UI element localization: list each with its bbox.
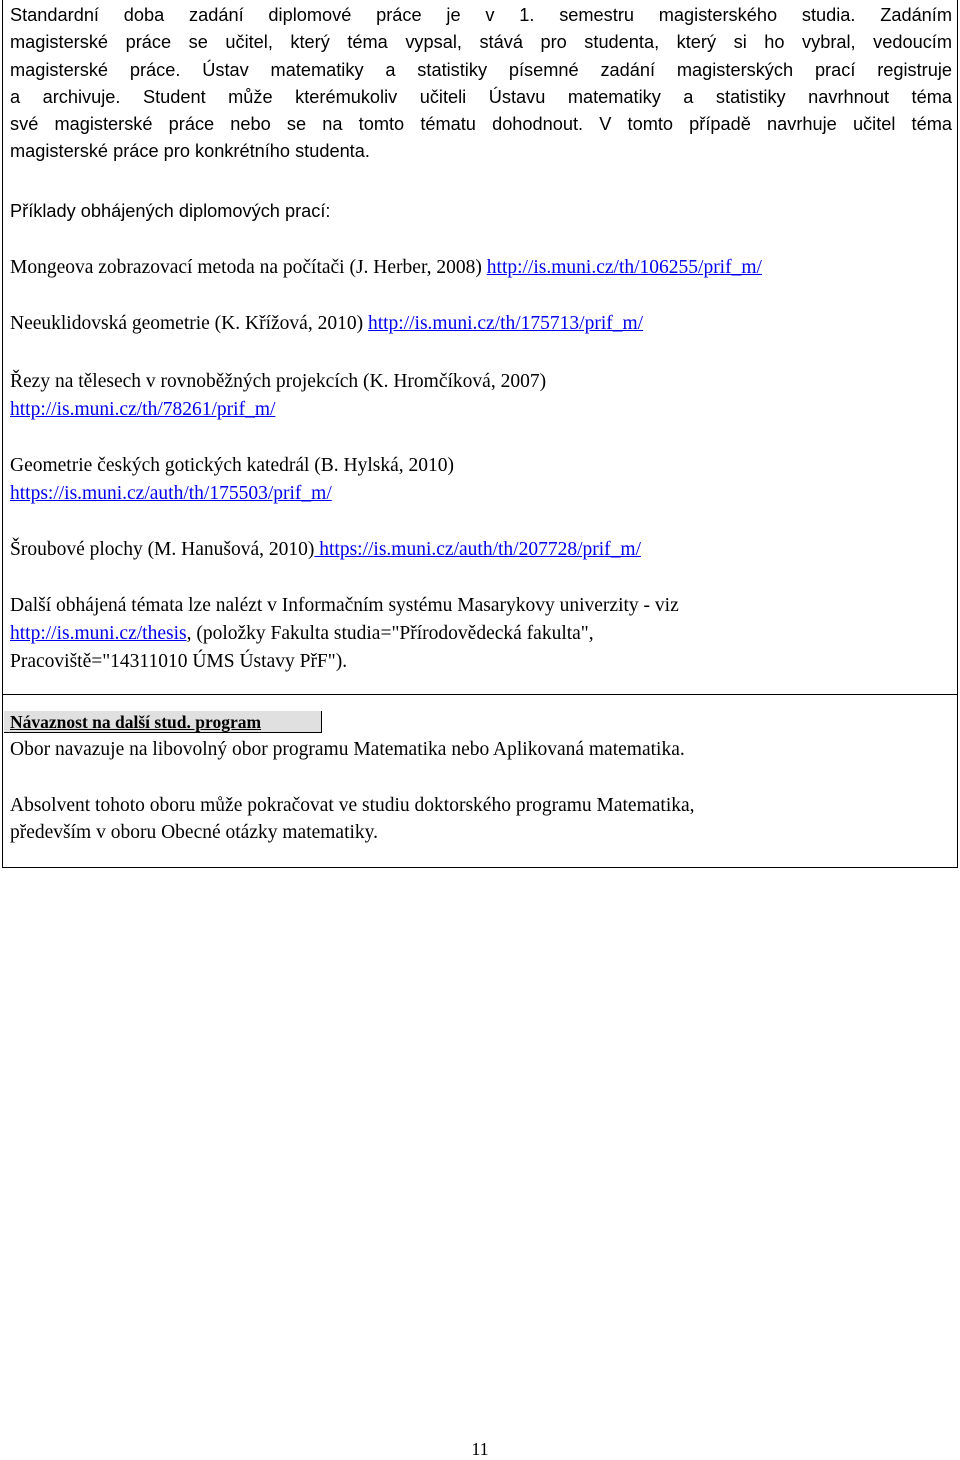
- example-link[interactable]: https://is.muni.cz/auth/th/207728/prif_m/: [314, 539, 641, 560]
- continuation-para-2-line-2: především v oboru Obecné otázky matematiky.: [10, 822, 379, 843]
- more-line-1: Další obhájená témata lze nalézt v Informačním systému Masarykovy univerzity - viz: [10, 595, 679, 616]
- page-number: 11: [471, 1439, 489, 1459]
- example-link[interactable]: https://is.muni.cz/auth/th/175503/prif_m/: [10, 483, 332, 504]
- example-title: Šroubové plochy (M. Hanušová, 2010): [10, 539, 315, 560]
- example-item: [10, 480, 952, 507]
- intro-line-3: magisterské práce. Ústav matematiky a statistiky písemné zadání magisterských prací registruje: [10, 60, 952, 80]
- intro-line-2: magisterské práce se učitel, který téma vypsal, stává pro studenta, který si ho vybral, vedoucím: [10, 32, 952, 52]
- example-item: [10, 254, 952, 281]
- more-line-2: [10, 620, 952, 647]
- example-title: Mongeova zobrazovací metoda na počítači (J. Herber, 2008): [10, 257, 487, 278]
- intro-line-5: své magisterské práce nebo se na tomto tématu dohodnout. V tomto případě navrhuje učitel téma: [10, 114, 952, 134]
- intro-line-1: Standardní doba zadání diplomové práce je v 1. semestru magisterského studia. Zadáním: [10, 5, 952, 25]
- example-link[interactable]: http://is.muni.cz/th/78261/prif_m/: [10, 399, 276, 420]
- example-item: [10, 310, 952, 337]
- example-item: [10, 396, 952, 423]
- thesis-link[interactable]: http://is.muni.cz/thesis: [10, 623, 187, 644]
- example-title: Geometrie českých gotických katedrál (B. Hylská, 2010): [10, 455, 455, 476]
- table-row-divider: [2, 694, 958, 695]
- continuation-para-2-line-1: Absolvent tohoto oboru může pokračovat ve studiu doktorského programu Matematika,: [10, 795, 695, 816]
- example-link[interactable]: http://is.muni.cz/th/175713/prif_m/: [367, 313, 644, 334]
- section-header-label: Návaznost na další stud. program: [10, 712, 262, 732]
- examples-heading: Příklady obhájených diplomových prací:: [10, 201, 331, 221]
- example-link[interactable]: http://is.muni.cz/th/106255/prif_m/: [486, 257, 762, 278]
- intro-line-6: magisterské práce pro konkrétního studenta.: [10, 141, 370, 161]
- more-line-2-rest: , (položky Fakulta studia="Přírodovědecká fakulta",: [186, 623, 594, 644]
- more-line-3: Pracoviště="14311010 ÚMS Ústavy PřF").: [10, 651, 348, 672]
- example-title: Řezy na tělesech v rovnoběžných projekcích (K. Hromčíková, 2007): [10, 371, 547, 392]
- intro-line-4: a archivuje. Student může kterémukoliv učiteli Ústavu matematiky a statistiky navrhnout téma: [10, 87, 952, 107]
- example-item: [10, 536, 952, 563]
- section-header: [4, 711, 322, 733]
- continuation-para-1: Obor navazuje na libovolný obor programu Matematika nebo Aplikovaná matematika.: [10, 739, 685, 760]
- example-title: Neeuklidovská geometrie (K. Křížová, 2010): [10, 313, 368, 334]
